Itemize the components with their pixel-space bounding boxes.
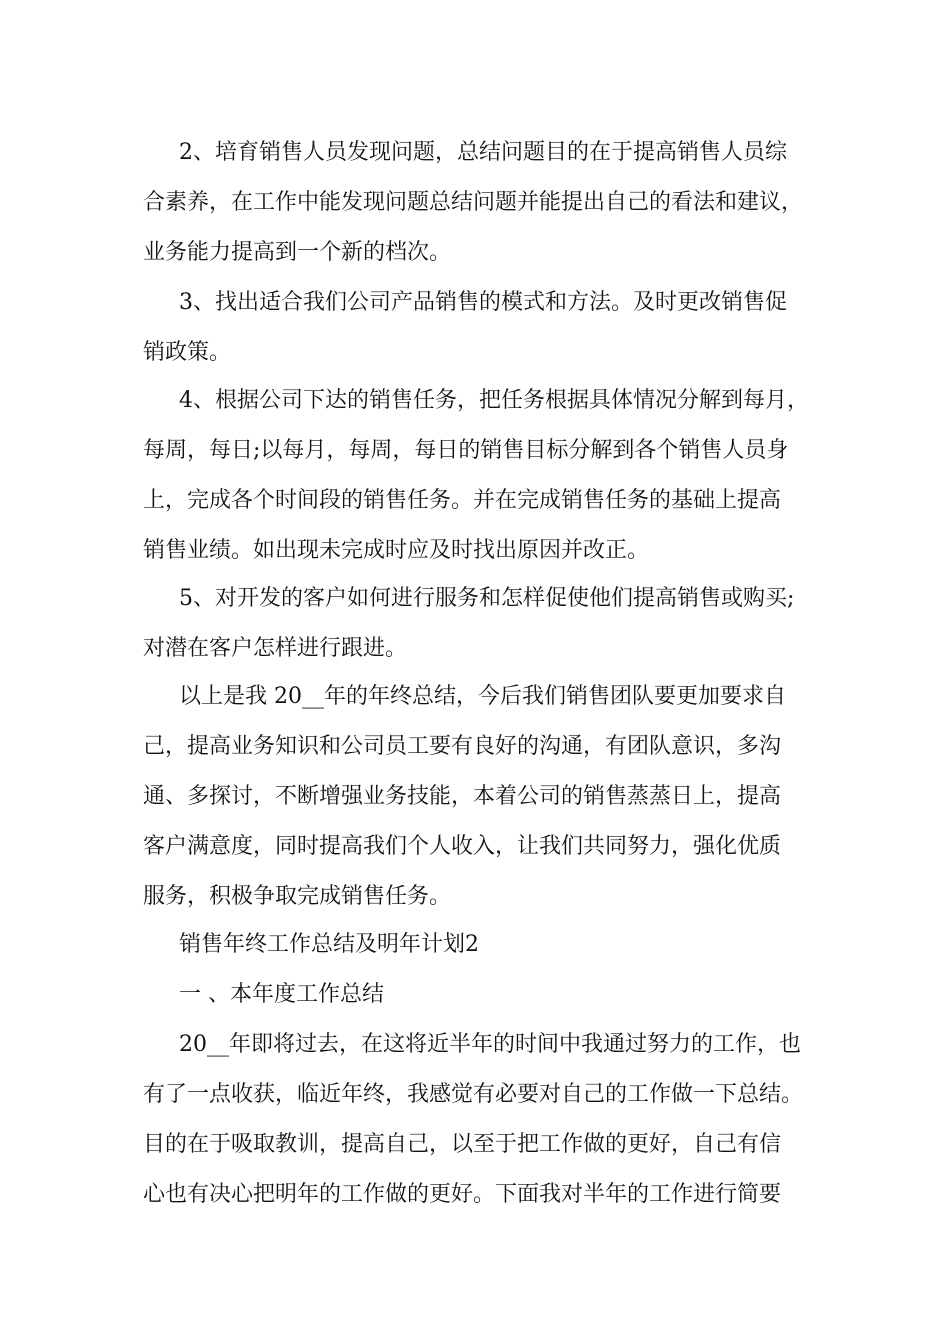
paragraph-item-2 <box>143 128 823 278</box>
text-line: 对潜在客户怎样进行跟进。 <box>143 636 408 661</box>
text-line: 己，提高业务知识和公司员工要有良好的沟通，有团队意识，多沟 <box>143 734 782 759</box>
text-line: 销政策。 <box>143 340 232 365</box>
text-line: 合素养，在工作中能发现问题总结问题并能提出自己的看法和建议， <box>143 190 804 215</box>
paragraph-item-3 <box>143 278 823 378</box>
text-line: 服务，积极争取完成销售任务。 <box>143 884 452 909</box>
text-line: 上，完成各个时间段的销售任务。并在完成销售任务的基础上提高 <box>143 488 782 513</box>
text-line: 20__年即将过去，在这将近半年的时间中我通过努力的工作，也 <box>179 1032 801 1057</box>
text-line: 5、对开发的客户如何进行服务和怎样促使他们提高销售或购买; <box>179 586 795 611</box>
text-line: 心也有决心把明年的工作做的更好。下面我对半年的工作进行简要 <box>143 1182 782 1207</box>
text-line: 2、培育销售人员发现问题，总结问题目的在于提高销售人员综 <box>179 140 787 165</box>
paragraph-summary <box>143 672 823 922</box>
text-line: 有了一点收获，临近年终，我感觉有必要对自己的工作做一下总结。 <box>143 1082 804 1107</box>
text-line: 一 、本年度工作总结 <box>179 982 384 1007</box>
text-line: 4、根据公司下达的销售任务，把任务根据具体情况分解到每月， <box>179 388 809 413</box>
paragraph-intro <box>143 1020 823 1220</box>
text-line: 通、多探讨，不断增强业务技能，本着公司的销售蒸蒸日上，提高 <box>143 784 782 809</box>
paragraph-item-5 <box>143 574 823 674</box>
paragraph-item-4 <box>143 376 823 576</box>
text-line: 客户满意度，同时提高我们个人收入，让我们共同努力，强化优质 <box>143 834 782 859</box>
text-line: 以上是我 20__年的年终总结，今后我们销售团队要更加要求自 <box>179 684 786 709</box>
text-line: 目的在于吸取教训，提高自己，以至于把工作做的更好，自己有信 <box>143 1132 782 1157</box>
text-line: 业务能力提高到一个新的档次。 <box>143 240 452 265</box>
text-line: 销售年终工作总结及明年计划2 <box>179 932 479 957</box>
text-line: 销售业绩。如出现未完成时应及时找出原因并改正。 <box>143 538 650 563</box>
text-line: 3、找出适合我们公司产品销售的模式和方法。及时更改销售促 <box>179 290 787 315</box>
section-heading <box>143 970 823 1020</box>
text-line: 每周，每日;以每月，每周，每日的销售目标分解到各个销售人员身 <box>143 438 789 463</box>
section-title <box>143 920 823 970</box>
